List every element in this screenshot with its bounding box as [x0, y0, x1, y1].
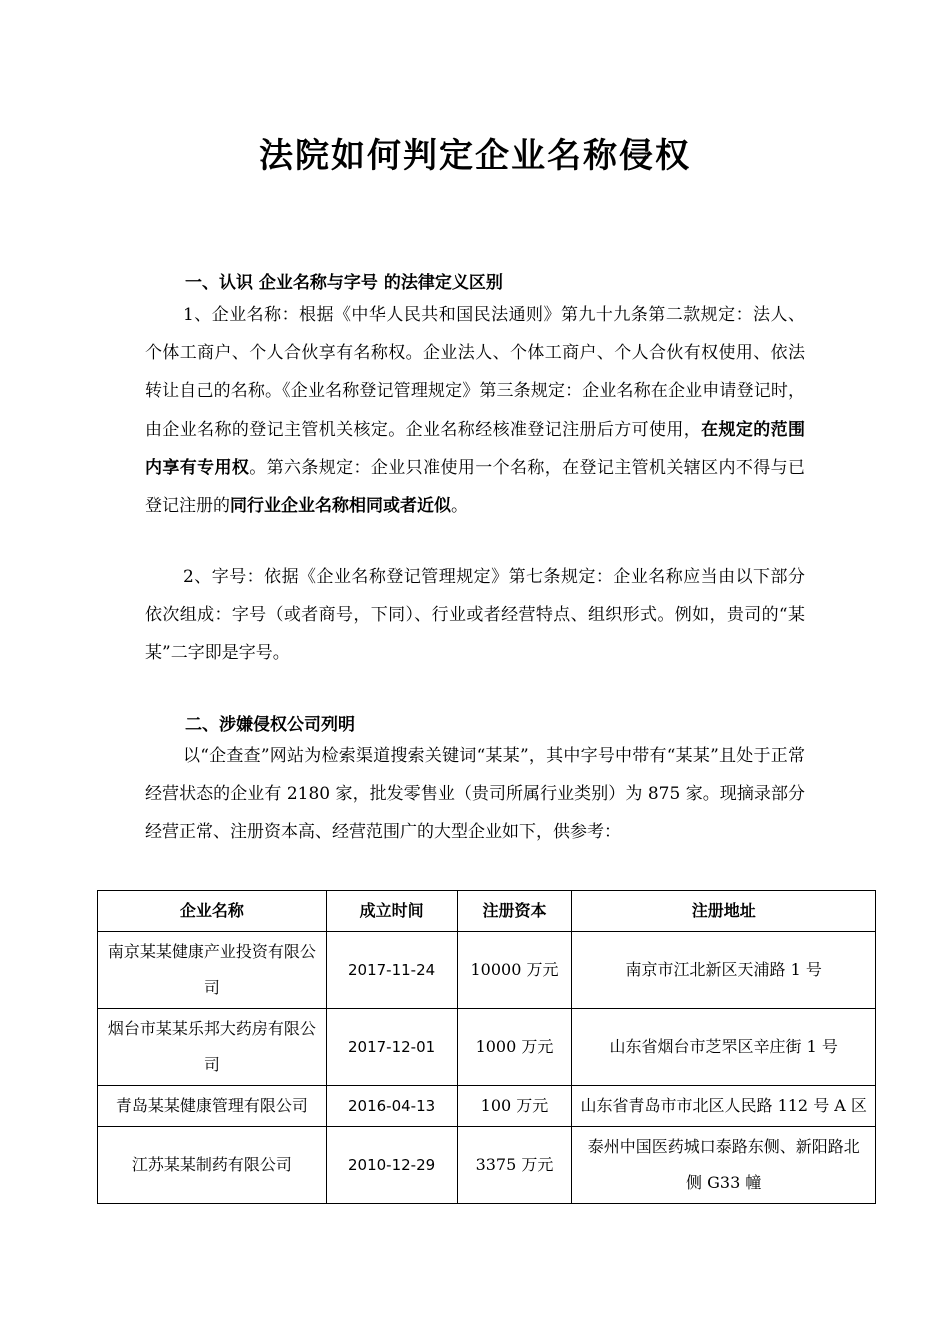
table-header-row: [98, 891, 876, 932]
emphasis-text: 同行业企业名称相同或者近似: [230, 496, 451, 517]
founded-date-cell: 2016-04-13: [326, 1086, 457, 1127]
company-name-cell: 南京某某健康产业投资有限公司: [98, 932, 327, 1009]
emphasis-text: 在规定的范围内享有专用权: [145, 419, 806, 478]
address-cell: 山东省烟台市芝罘区辛庄街 1 号: [572, 1009, 876, 1086]
table-row: [98, 932, 876, 1009]
header-registered-capital: 注册资本: [457, 891, 572, 932]
address-cell: 泰州中国医药城口泰路东侧、新阳路北侧 G33 幢: [572, 1127, 876, 1204]
founded-date-cell: 2017-11-24: [326, 932, 457, 1009]
capital-cell: 1000 万元: [457, 1009, 572, 1086]
section-2-paragraph-1: 以“企查查”网站为检索渠道搜索关键词“某某”，其中字号中带有“某某”且处于正常经营状态的企业有 2180 家，批发零售业（贵司所属行业类别）为 875 家。现摘录部分经营正常、注册资本高、经营范围广的大型企业如下，供参考：: [145, 746, 805, 843]
address-cell: 南京市江北新区天浦路 1 号: [572, 932, 876, 1009]
company-name-cell: 烟台市某某乐邦大药房有限公司: [98, 1009, 327, 1086]
paragraph-text: 。第六条规定：企业只准使用一个名称，在登记主管机关辖区内不得与已登记注册的: [145, 457, 806, 517]
founded-date-cell: 2010-12-29: [326, 1127, 457, 1204]
capital-cell: 100 万元: [457, 1086, 572, 1127]
section-1-heading: 一、认识 企业名称与字号 的法律定义区别: [185, 273, 503, 293]
table-row: [98, 1086, 876, 1127]
header-registered-address: 注册地址: [572, 891, 876, 932]
section-1-paragraph-2: 2、字号：依据《企业名称登记管理规定》第七条规定：企业名称应当由以下部分依次组成：字号（或者商号，下同）、行业或者经营特点、组织形式。例如，贵司的“某某”二字即是字号。: [145, 567, 805, 664]
section-2-heading: 二、涉嫌侵权公司列明: [185, 715, 355, 735]
table-row: [98, 1127, 876, 1204]
paragraph-text: 。: [451, 496, 468, 517]
paragraph-text: 1、企业名称：根据《中华人民共和国民法通则》第九十九条第二款规定：法人、个体工商户、个人合伙享有名称权。企业法人、个体工商户、个人合伙有权使用、依法转让自己的名称。《企业名称登记管理规定》第三条规定：企业名称在企业申请登记时，由企业名称的登记主管机关核定。企业名称经核准登记注册后方可使用，: [145, 305, 805, 440]
section-1-paragraph-1: [145, 296, 805, 525]
header-company-name: 企业名称: [98, 891, 327, 932]
table-row: [98, 1009, 876, 1086]
document-title: 法院如何判定企业名称侵权: [259, 136, 691, 176]
founded-date-cell: 2017-12-01: [326, 1009, 457, 1086]
address-cell: 山东省青岛市市北区人民路 112 号 A 区: [572, 1086, 876, 1127]
company-name-cell: 江苏某某制药有限公司: [98, 1127, 327, 1204]
company-name-cell: 青岛某某健康管理有限公司: [98, 1086, 327, 1127]
header-founded-date: 成立时间: [326, 891, 457, 932]
capital-cell: 3375 万元: [457, 1127, 572, 1204]
capital-cell: 10000 万元: [457, 932, 572, 1009]
company-table: [97, 890, 876, 1204]
